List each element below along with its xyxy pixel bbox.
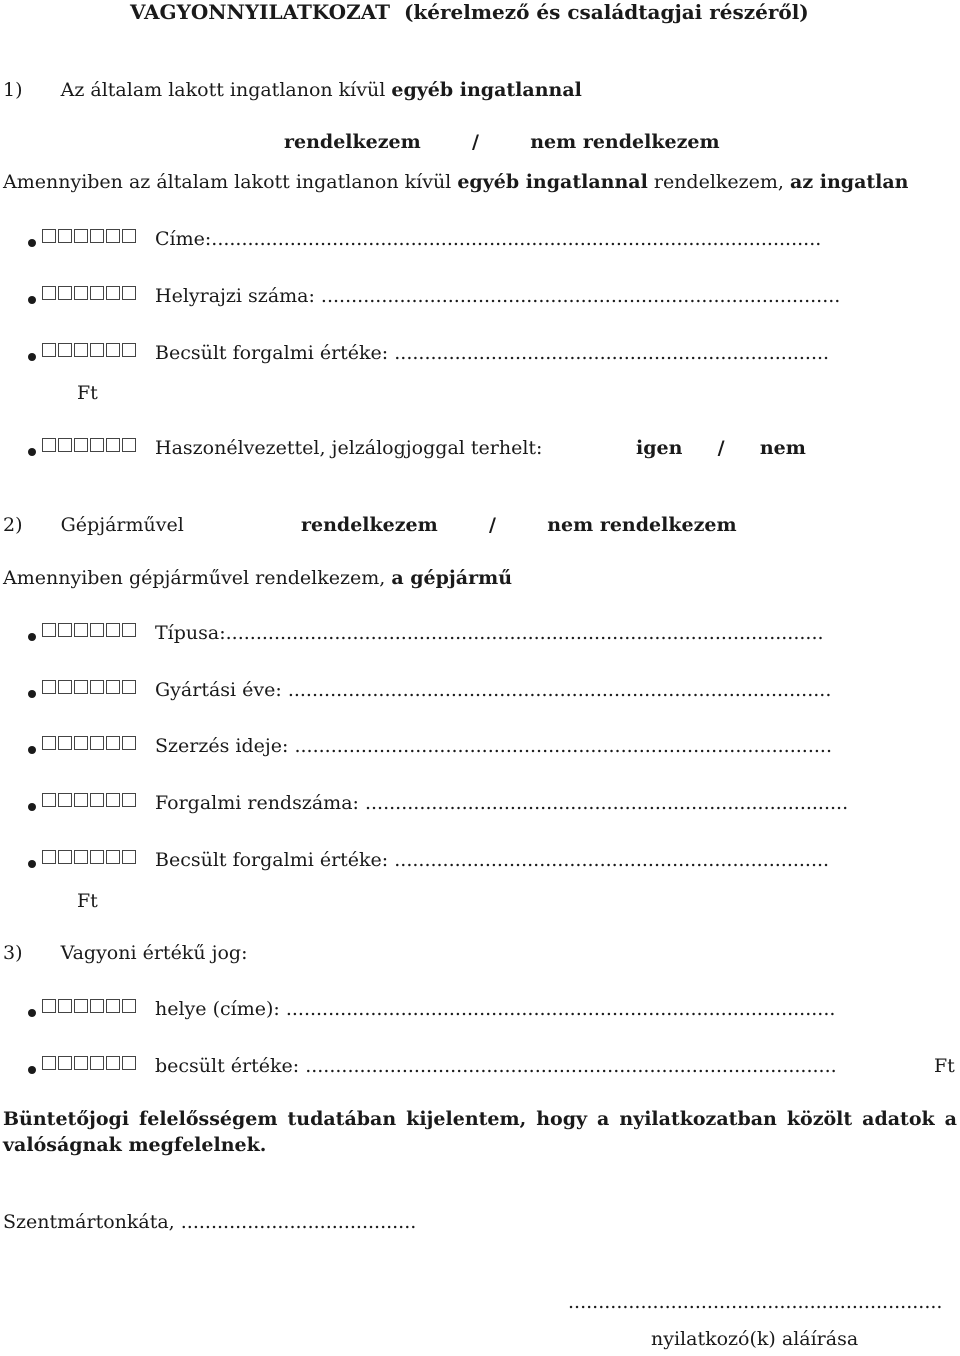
section1-choice-no: nem rendelkezem <box>530 131 720 153</box>
checkbox-row-icon <box>42 850 136 864</box>
encumbered-sep: / <box>717 437 725 459</box>
checkbox-row-icon <box>42 999 136 1013</box>
bullet-icon <box>28 1066 36 1074</box>
bullet-icon <box>28 1009 36 1017</box>
bullet-icon <box>28 803 36 811</box>
checkbox-row-icon <box>42 1056 136 1070</box>
document-title <box>130 0 809 24</box>
section3-label: Vagyoni értékű jog: <box>60 942 248 964</box>
bullet-icon <box>28 239 36 247</box>
section1-item-label: Helyrajzi száma: ...................................................................................... <box>155 285 841 307</box>
section2-cond-bold: a gépjármű <box>391 567 513 589</box>
section1-choice-sep: / <box>472 131 479 153</box>
section1-choice-yes: rendelkezem <box>284 131 421 153</box>
section1-cond-mid: rendelkezem, <box>653 171 784 193</box>
bullet-icon <box>28 353 36 361</box>
bullet-icon <box>28 633 36 641</box>
declaration-line2: valóságnak megfelelnek. <box>3 1134 267 1156</box>
section1-unit: Ft <box>77 382 98 404</box>
bullet-icon <box>28 746 36 754</box>
encumbered-label: Haszonélvezettel, jelzálogjoggal terhelt: <box>155 437 543 459</box>
section2-condition <box>3 566 512 590</box>
declaration-line1: Büntetőjogi felelősségem tudatában kijelentem, hogy a nyilatkozatban közölt adatok a <box>3 1108 957 1130</box>
section3-item-label: helye (címe): ........................................................................................... <box>155 998 836 1020</box>
checkbox-row-icon <box>42 680 136 694</box>
section2-item-label: Becsült forgalmi értéke: ........................................................................ <box>155 849 830 871</box>
bullet-icon <box>28 448 36 456</box>
checkbox-row-icon <box>42 343 136 357</box>
section1-intro-bold: egyéb ingatlannal <box>391 79 582 101</box>
section3-unit: Ft <box>934 1055 955 1077</box>
checkbox-row-icon <box>42 623 136 637</box>
section1-intro: Az általam lakott ingatlanon kívül <box>60 79 386 101</box>
section2-heading <box>3 513 184 537</box>
section2-cond-plain: Amennyiben gépjárművel rendelkezem, <box>3 567 386 589</box>
section1-item-label: Becsült forgalmi értéke: ........................................................................ <box>155 342 830 364</box>
section2-choice-yes: rendelkezem <box>301 514 438 536</box>
section1-condition <box>3 170 909 194</box>
encumbered-no: nem <box>759 437 806 459</box>
section1-item-label: Címe:..................................................................................................... <box>155 228 822 250</box>
bullet-icon <box>28 860 36 868</box>
section2-choice-no: nem rendelkezem <box>547 514 737 536</box>
title-main: VAGYONNYILATKOZAT <box>130 0 390 24</box>
bullet-icon <box>28 296 36 304</box>
section2-item-label: Gyártási éve: .......................................................................................... <box>155 679 832 701</box>
section2-label: Gépjárművel <box>60 514 184 536</box>
section2-item-label: Szerzés ideje: ......................................................................................... <box>155 735 832 757</box>
place-date-field: Szentmártonkáta, ....................................... <box>3 1211 417 1233</box>
bullet-icon <box>28 690 36 698</box>
section2-choice <box>301 513 737 537</box>
section1-cond-plain: Amennyiben az általam lakott ingatlanon kívül <box>3 171 452 193</box>
section3-number: 3) <box>3 942 23 964</box>
section1-number: 1) <box>3 79 23 101</box>
section2-item-label: Típusa:................................................................................................... <box>155 622 824 644</box>
checkbox-row-icon <box>42 229 136 243</box>
section1-choice <box>284 130 720 154</box>
encumbered-choice <box>636 436 806 460</box>
checkbox-row-icon <box>42 736 136 750</box>
checkbox-row-icon <box>42 438 136 452</box>
section1-cond-bold1: egyéb ingatlannal <box>457 171 648 193</box>
section2-choice-sep: / <box>489 514 496 536</box>
checkbox-row-icon <box>42 793 136 807</box>
encumbered-yes: igen <box>636 437 683 459</box>
signature-line: .............................................................. <box>568 1291 943 1313</box>
section1-heading <box>3 78 582 102</box>
section3-item-label: becsült értéke: ........................................................................................ <box>155 1055 837 1077</box>
section2-unit: Ft <box>77 890 98 912</box>
section2-item-label: Forgalmi rendszáma: ................................................................................ <box>155 792 849 814</box>
section2-number: 2) <box>3 514 23 536</box>
title-sub: (kérelmező és családtagjai részéről) <box>403 0 809 24</box>
section3-heading <box>3 941 248 965</box>
signature-label: nyilatkozó(k) aláírása <box>651 1328 859 1350</box>
checkbox-row-icon <box>42 286 136 300</box>
section1-cond-bold2: az ingatlan <box>790 171 909 193</box>
